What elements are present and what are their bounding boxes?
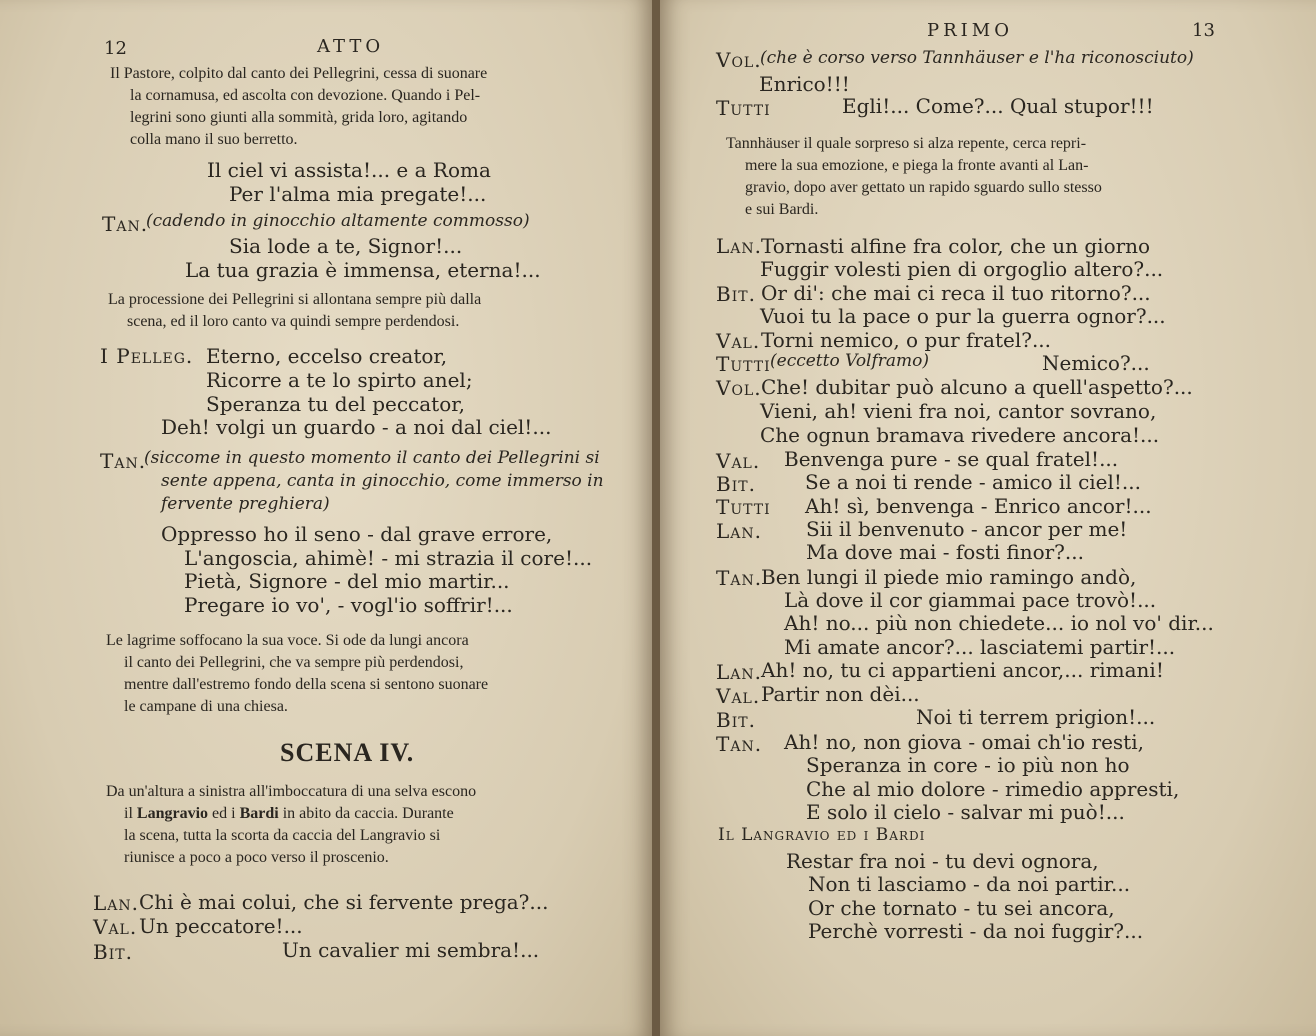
verse-line: Restar fra noi - tu devi ognora, [786, 849, 1099, 873]
stage-direction-italic: sente appena, canta in ginocchio, come immerso in [161, 471, 604, 491]
verse-line: Enrico!!! [759, 72, 850, 96]
verse-line: Non ti lasciamo - da noi partir... [808, 872, 1131, 896]
verse-line: Ah! no... più non chiedete... io nol vo' dir... [784, 611, 1214, 635]
verse-line: Che al mio dolore - rimedio appresti, [806, 777, 1180, 801]
verse-line: Or di': che mai ci reca il tuo ritorno?... [761, 281, 1151, 305]
verse-line: Oppresso ho il seno - dal grave errore, [161, 522, 553, 546]
right-page [660, 0, 1316, 1036]
verse-line: Un peccatore!... [139, 914, 303, 938]
verse-line: Mi amate ancor?... lasciatemi partir!... [784, 635, 1176, 659]
stage-direction: mentre dall'estremo fondo della scena si sentono suonare [124, 676, 489, 693]
verse-line: Ricorre a te lo spirto anel; [206, 368, 473, 392]
speaker-name: Tutti [716, 352, 771, 376]
running-header: ATTO [317, 36, 385, 57]
stage-direction: legrini sono giunti alla sommità, grida loro, agitando [130, 109, 468, 126]
speaker-name: Bit. [716, 708, 756, 732]
verse-line: Tornasti alfine fra color, che un giorno [761, 234, 1151, 258]
page-number: 13 [1192, 20, 1215, 41]
verse-line: Ben lungi il piede mio ramingo andò, [761, 565, 1137, 589]
verse-line: Per l'alma mia pregate!... [229, 182, 487, 206]
speaker-name: I Pelleg. [100, 344, 194, 368]
verse-line: Chi è mai colui, che si fervente prega?... [139, 890, 549, 914]
stage-direction: Tannhäuser il quale sorpreso si alza repente, cerca repri- [726, 135, 1087, 152]
verse-line: Deh! volgi un guardo - a noi dal ciel!... [161, 415, 552, 439]
verse-line: Pregare io vo', - vogl'io soffrir!... [184, 593, 513, 617]
book-gutter [652, 0, 660, 1036]
speaker-name: Tan. [716, 566, 763, 590]
speaker-name: Tan. [716, 732, 763, 756]
stage-direction: Il Pastore, colpito dal canto dei Pellegrini, cessa di suonare [110, 65, 488, 82]
verse-line: Pietà, Signore - del mio martir... [184, 569, 510, 593]
stage-direction: Da un'altura a sinistra all'imboccatura di una selva escono [106, 783, 477, 800]
stage-direction-italic: fervente preghiera) [161, 494, 330, 514]
stage-direction: Le lagrime soffocano la sua voce. Si ode da lungi ancora [106, 632, 469, 649]
stage-direction: mere la sua emozione, e piega la fronte avanti al Lan- [745, 157, 1089, 174]
stage-direction: riunisce a poco a poco verso il proscenio. [124, 849, 389, 866]
speaker-name: Tutti [716, 495, 771, 519]
scene-heading: SCENA IV. [280, 738, 415, 767]
speaker-name: Val. [93, 915, 138, 939]
verse-line: Or che tornato - tu sei ancora, [808, 896, 1115, 920]
text-run: ed i [208, 805, 240, 822]
verse-line: L'angoscia, ahimè! - mi strazia il core!... [184, 546, 593, 570]
verse-line: Noi ti terrem prigion!... [916, 705, 1156, 729]
verse-line: Perchè vorresti - da noi fuggir?... [808, 919, 1144, 943]
stage-direction: gravio, dopo aver gettato un rapido sguardo sullo stesso [745, 179, 1102, 196]
verse-line: Che ognun bramava rivedere ancora!... [760, 423, 1160, 447]
speaker-name: Val. [716, 684, 761, 708]
verse-line: Vuoi tu la pace o pur la guerra ognor?... [760, 304, 1166, 328]
speaker-name: Val. [716, 329, 761, 353]
verse-line: Vieni, ah! vieni fra noi, cantor sovrano, [760, 399, 1157, 423]
verse-line: Fuggir volesti pien di orgoglio altero?... [760, 257, 1164, 281]
stage-direction: la cornamusa, ed ascolta con devozione. Quando i Pel- [130, 87, 481, 104]
stage-direction: colla mano il suo berretto. [130, 131, 298, 148]
verse-line: Speranza tu del peccator, [206, 392, 465, 416]
verse-line: Eterno, eccelso creator, [206, 344, 448, 368]
verse-line: Ah! no, non giova - omai ch'io resti, [784, 730, 1144, 754]
stage-direction-italic: (che è corso verso Tannhäuser e l'ha riconosciuto) [760, 48, 1194, 68]
verse-line: Che! dubitar può alcuno a quell'aspetto?... [761, 375, 1193, 399]
verse-line: Speranza in core - io più non ho [806, 753, 1130, 777]
stage-direction: il canto dei Pellegrini, che va sempre più perdendosi, [124, 654, 464, 671]
speaker-name: Tan. [100, 449, 147, 473]
text-run: il [124, 805, 137, 822]
speaker-name: Lan. [93, 891, 139, 915]
verse-line: Ah! sì, benvenga - Enrico ancor!... [805, 494, 1152, 518]
speaker-name: Il Langravio ed i Bardi [718, 825, 926, 845]
stage-direction-italic: (eccetto Volframo) [770, 351, 930, 371]
verse-line: E solo il cielo - salvar mi può!... [806, 800, 1125, 824]
stage-direction: e sui Bardi. [745, 201, 819, 218]
verse-line: Egli!... Come?... Qual stupor!!! [842, 94, 1154, 118]
speaker-name: Lan. [716, 660, 762, 684]
page-number: 12 [104, 38, 127, 59]
speaker-name: Val. [716, 449, 761, 473]
speaker-name: Bit. [716, 472, 756, 496]
speaker-name: Bit. [716, 282, 756, 306]
verse-line: Il ciel vi assista!... e a Roma [207, 158, 491, 182]
speaker-name: Lan. [716, 234, 762, 258]
verse-line: Là dove il cor giammai pace trovò!... [784, 588, 1157, 612]
stage-direction: la scena, tutta la scorta da caccia del Langravio si [124, 827, 441, 844]
character-name-bold: Langravio [136, 805, 209, 822]
speaker-name: Tutti [716, 96, 771, 120]
left-page [0, 0, 652, 1036]
speaker-name: Lan. [716, 519, 762, 543]
verse-line: Se a noi ti rende - amico il ciel!... [805, 470, 1142, 494]
verse-line: Partir non dèi... [761, 682, 920, 706]
verse-line: Nemico?... [1042, 351, 1150, 375]
speaker-name: Tan. [102, 212, 149, 236]
character-name-bold: Bardi [239, 805, 279, 822]
verse-line: Ah! no, tu ci appartieni ancor,... rimani! [761, 658, 1164, 682]
speaker-name: Bit. [93, 940, 133, 964]
verse-line: Ma dove mai - fosti finor?... [806, 540, 1084, 564]
stage-direction: scena, ed il loro canto va quindi sempre perdendosi. [127, 313, 460, 330]
verse-line: La tua grazia è immensa, eterna!... [185, 258, 541, 282]
stage-direction-italic: (cadendo in ginocchio altamente commosso) [146, 211, 530, 231]
speaker-name: Vol. [716, 376, 762, 400]
stage-direction [124, 806, 454, 822]
verse-line: Torni nemico, o pur fratel?... [761, 328, 1052, 352]
verse-line: Sii il benvenuto - ancor per me! [806, 517, 1128, 541]
verse-line: Un cavalier mi sembra!... [282, 938, 540, 962]
stage-direction: le campane di una chiesa. [124, 698, 288, 715]
speaker-name: Vol. [716, 48, 762, 72]
verse-line: Sia lode a te, Signor!... [229, 234, 463, 258]
verse-line: Benvenga pure - se qual fratel!... [784, 447, 1119, 471]
running-header: PRIMO [927, 20, 1013, 41]
text-run: in abito da caccia. Durante [278, 805, 454, 822]
stage-direction: La processione dei Pellegrini si allontana sempre più dalla [108, 291, 482, 308]
stage-direction-italic: (siccome in questo momento il canto dei Pellegrini si [144, 448, 600, 468]
